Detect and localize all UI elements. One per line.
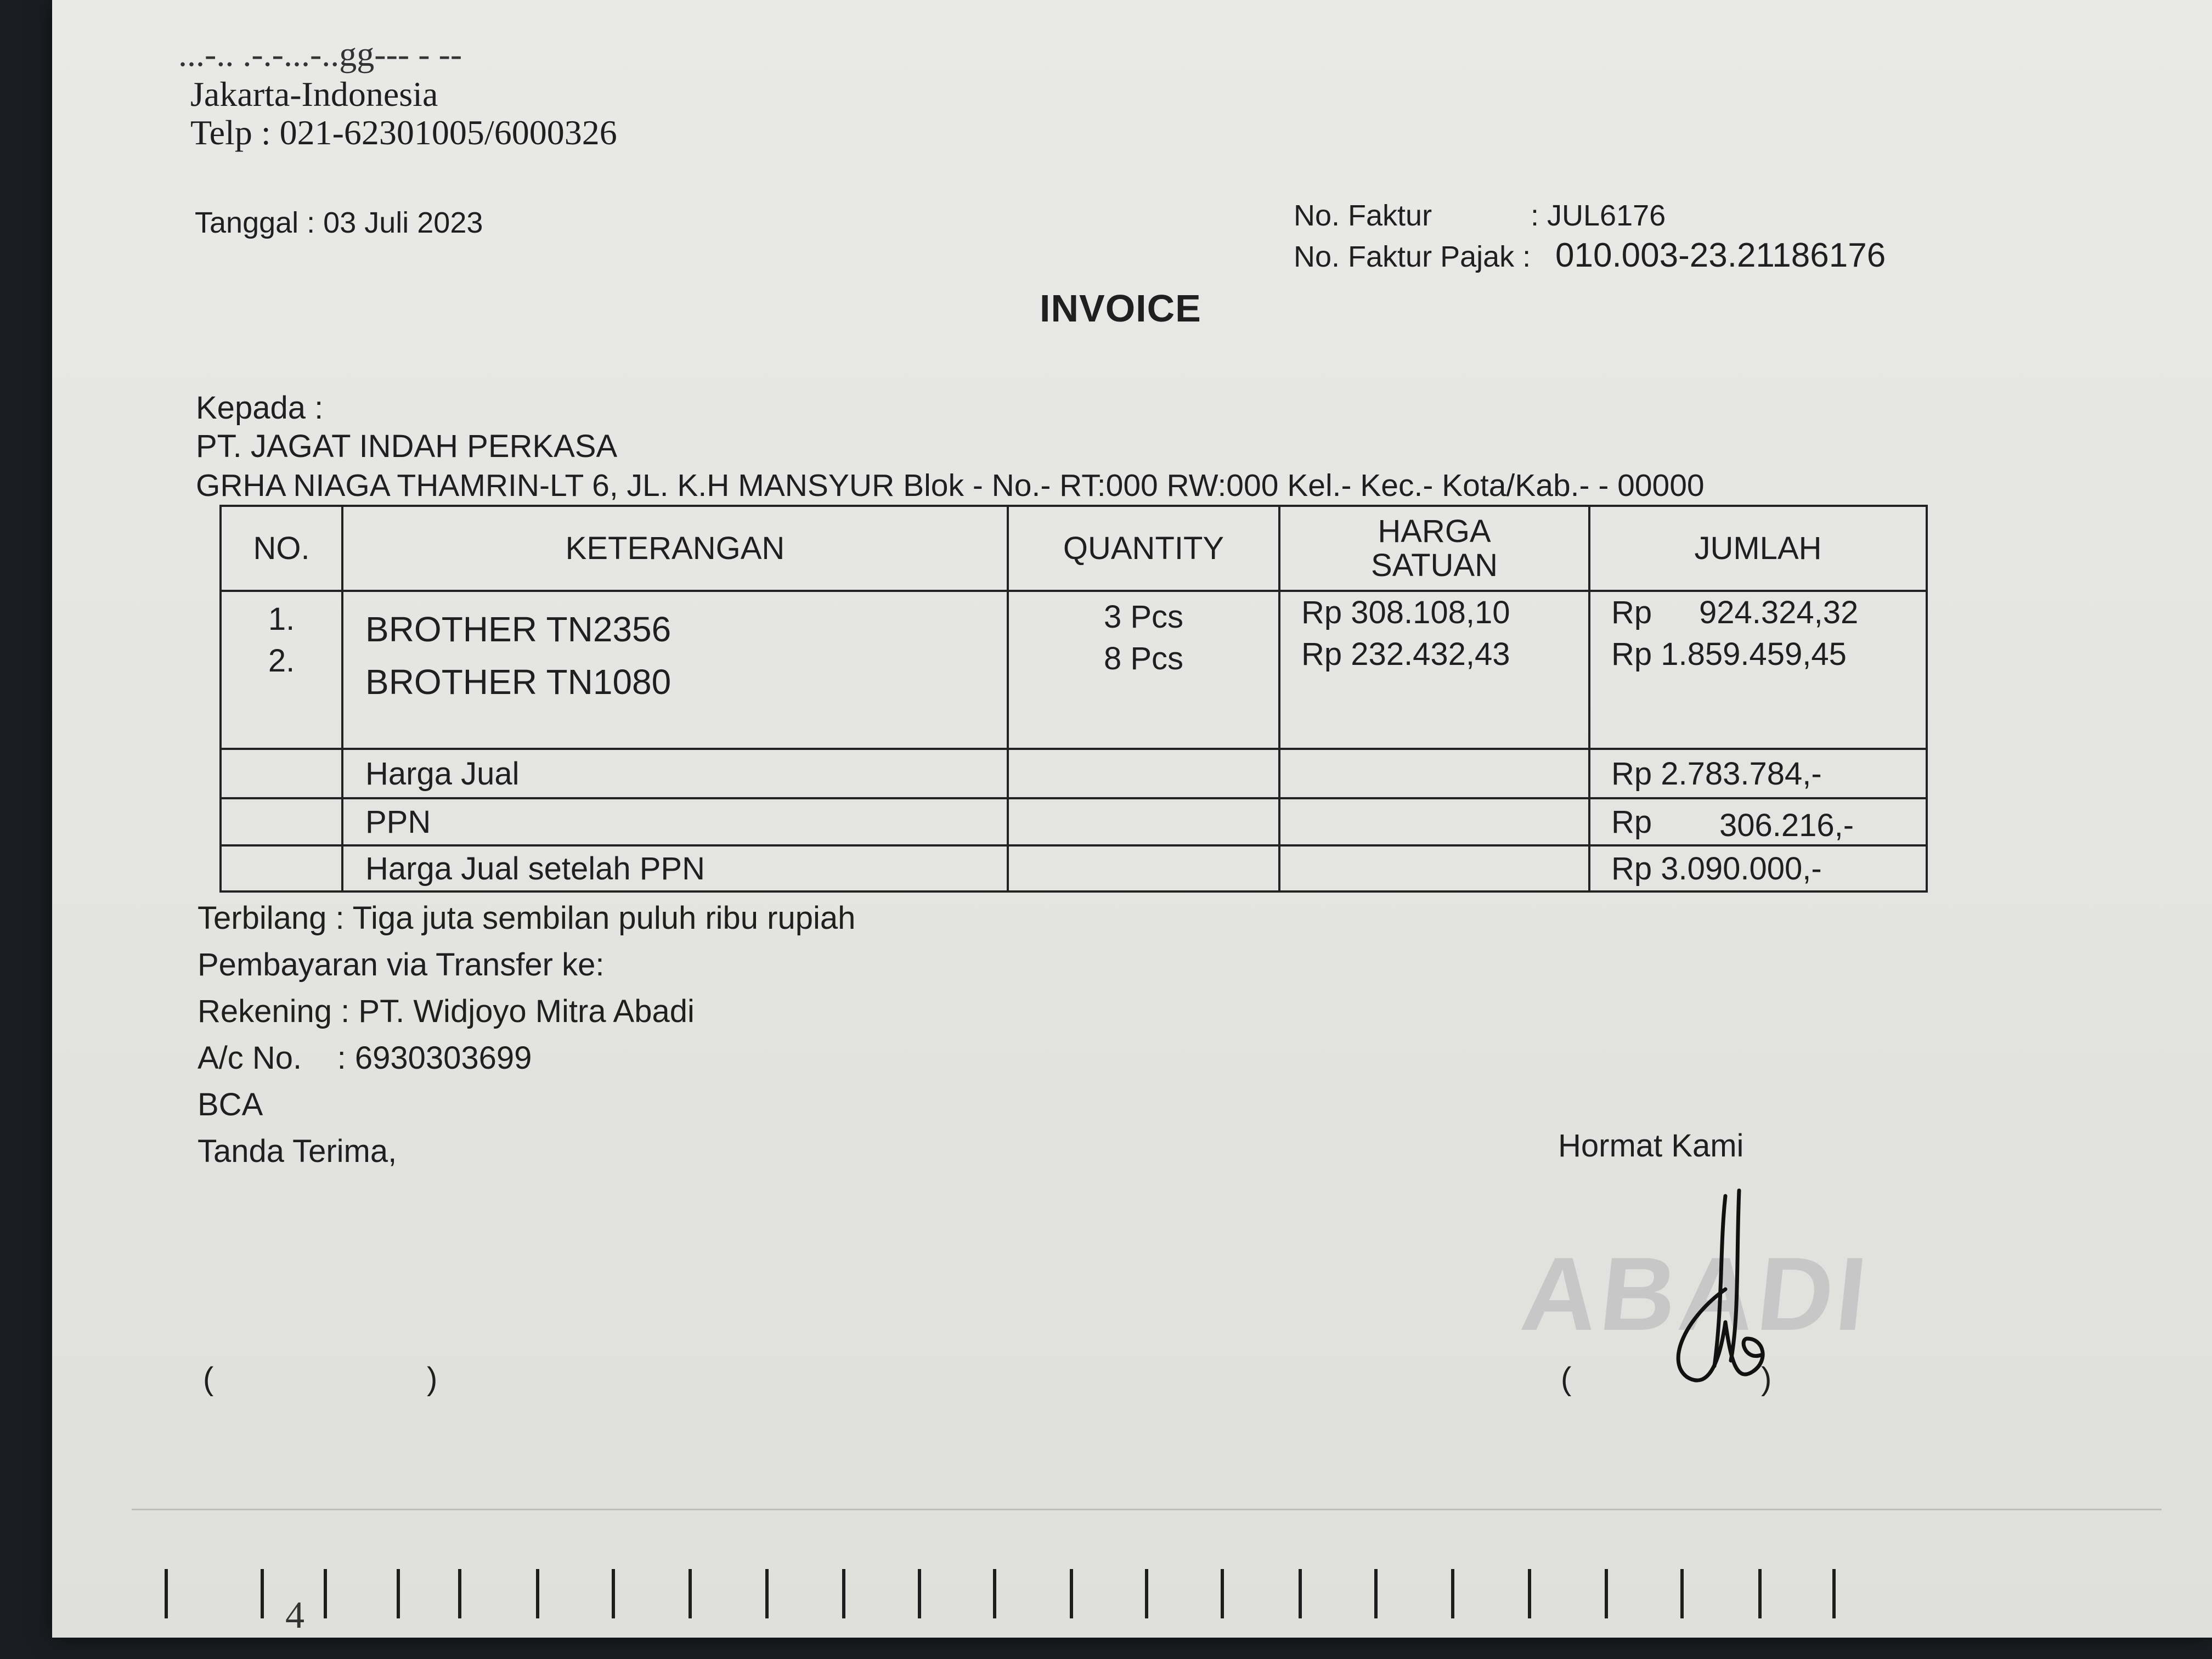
faktur-value: : JUL6176 (1531, 199, 1666, 232)
recipient-address: GRHA NIAGA THAMRIN-LT 6, JL. K.H MANSYUR Blok - No.- RT:000 RW:000 Kel.- Kec.- Kota/Kab.- - 00000 (196, 468, 1705, 503)
bank-account-number: A/c No. : 6930303699 (198, 1040, 532, 1076)
tick-mark (1832, 1569, 1836, 1618)
item-qty: 3 Pcs (1103, 599, 1184, 635)
item-total-line (1611, 592, 1926, 634)
invoice-paper (52, 0, 2212, 1638)
item-total-currency: Rp (1611, 595, 1652, 630)
item-total-cell (1589, 591, 1927, 749)
bank-account-name: Rekening : PT. Widjoyo Mitra Abadi (198, 994, 695, 1029)
item-qty-cell (1008, 591, 1279, 749)
handwritten-mark: 4 (285, 1594, 304, 1637)
company-phone: Telp : 021-62301005/6000326 (190, 113, 617, 152)
summary-row (221, 845, 1927, 891)
summary-label: PPN (342, 798, 1008, 845)
header-desc: KETERANGAN (342, 506, 1008, 591)
bank-name: BCA (198, 1087, 263, 1122)
tick-mark (458, 1569, 461, 1618)
header-price-line1: HARGA (1378, 513, 1491, 549)
item-price-cell (1279, 591, 1589, 749)
tick-mark (765, 1569, 769, 1618)
tick-mark (1605, 1569, 1608, 1618)
recipient-company: PT. JAGAT INDAH PERKASA (196, 428, 618, 464)
tick-mark (324, 1569, 327, 1618)
company-stamp: ABADI (1516, 1236, 1875, 1352)
tick-mark (261, 1569, 264, 1618)
signature-paren-right: ) (1761, 1361, 1772, 1397)
item-total: 924.324,32 (1699, 595, 1859, 630)
item-price: Rp 308.108,10 (1301, 595, 1510, 630)
invoice-date: Tanggal : 03 Juli 2023 (195, 206, 483, 239)
header-price (1279, 506, 1589, 591)
header-no: NO. (221, 506, 342, 591)
summary-label: Harga Jual (342, 749, 1008, 798)
items-row (221, 591, 1927, 749)
faktur-label: No. Faktur (1294, 199, 1432, 232)
item-total: 1.859.459,45 (1661, 636, 1847, 672)
cut-header-line: ...-.. .-.-...-..gg--- - -- (178, 35, 462, 74)
summary-row (221, 749, 1927, 798)
signature-paren-left: ( (1561, 1361, 1572, 1397)
faktur-pajak-label: No. Faktur Pajak : (1294, 240, 1531, 273)
summary-currency: Rp (1611, 755, 1652, 792)
item-desc-cell (342, 591, 1008, 749)
item-no-cell (221, 591, 342, 749)
tick-mark (612, 1569, 615, 1618)
header-price-line2: SATUAN (1371, 547, 1498, 583)
item-total-line (1611, 634, 1926, 675)
tick-mark (689, 1569, 692, 1618)
tick-mark (397, 1569, 400, 1618)
faktur-pajak-value: 010.003-23.21186176 (1555, 236, 1886, 274)
summary-label: Harga Jual setelah PPN (342, 845, 1008, 891)
table-header-row (221, 506, 1927, 591)
tick-mark (1528, 1569, 1531, 1618)
summary-value: 306.216,- (1719, 808, 1854, 843)
item-no: 2. (268, 643, 295, 679)
item-price: Rp 232.432,43 (1301, 636, 1510, 672)
tick-mark (1299, 1569, 1302, 1618)
summary-value: 2.783.784,- (1661, 755, 1822, 792)
summary-currency: Rp (1611, 804, 1652, 840)
header-total: JUMLAH (1589, 506, 1927, 591)
tick-mark (1451, 1569, 1454, 1618)
tick-mark (536, 1569, 539, 1618)
header-qty: QUANTITY (1008, 506, 1279, 591)
summary-value: 3.090.000,- (1661, 850, 1822, 887)
tick-mark (1221, 1569, 1224, 1618)
tick-mark (918, 1569, 921, 1618)
item-qty: 8 Pcs (1103, 641, 1184, 676)
summary-currency: Rp (1611, 850, 1652, 887)
receipt-paren-left: ( (203, 1361, 214, 1397)
summary-value-cell (1589, 845, 1927, 891)
item-total-currency: Rp (1611, 636, 1652, 672)
tick-mark (1070, 1569, 1073, 1618)
company-city: Jakarta-Indonesia (190, 75, 438, 114)
summary-value-cell (1589, 798, 1927, 845)
receipt-paren-right: ) (427, 1361, 438, 1397)
item-no: 1. (268, 601, 295, 637)
item-desc: BROTHER TN1080 (365, 662, 672, 702)
amount-in-words: Terbilang : Tiga juta sembilan puluh ribu rupiah (198, 900, 856, 936)
tick-mark (165, 1569, 168, 1618)
tick-mark (1145, 1569, 1148, 1618)
perforation-line (132, 1509, 2162, 1510)
regards-label: Hormat Kami (1558, 1128, 1744, 1164)
tick-mark (1374, 1569, 1378, 1618)
recipient-label: Kepada : (196, 390, 324, 426)
receipt-label: Tanda Terima, (198, 1133, 397, 1169)
item-desc: BROTHER TN2356 (365, 610, 672, 649)
tick-mark (842, 1569, 845, 1618)
summary-value-cell (1589, 749, 1927, 798)
tick-mark (1758, 1569, 1762, 1618)
summary-row (221, 798, 1927, 845)
tick-mark (993, 1569, 996, 1618)
invoice-table (219, 505, 1928, 893)
signature-image (1643, 1180, 1830, 1399)
payment-instruction: Pembayaran via Transfer ke: (198, 947, 605, 983)
page-title: INVOICE (1040, 287, 1201, 330)
tick-mark (1680, 1569, 1684, 1618)
